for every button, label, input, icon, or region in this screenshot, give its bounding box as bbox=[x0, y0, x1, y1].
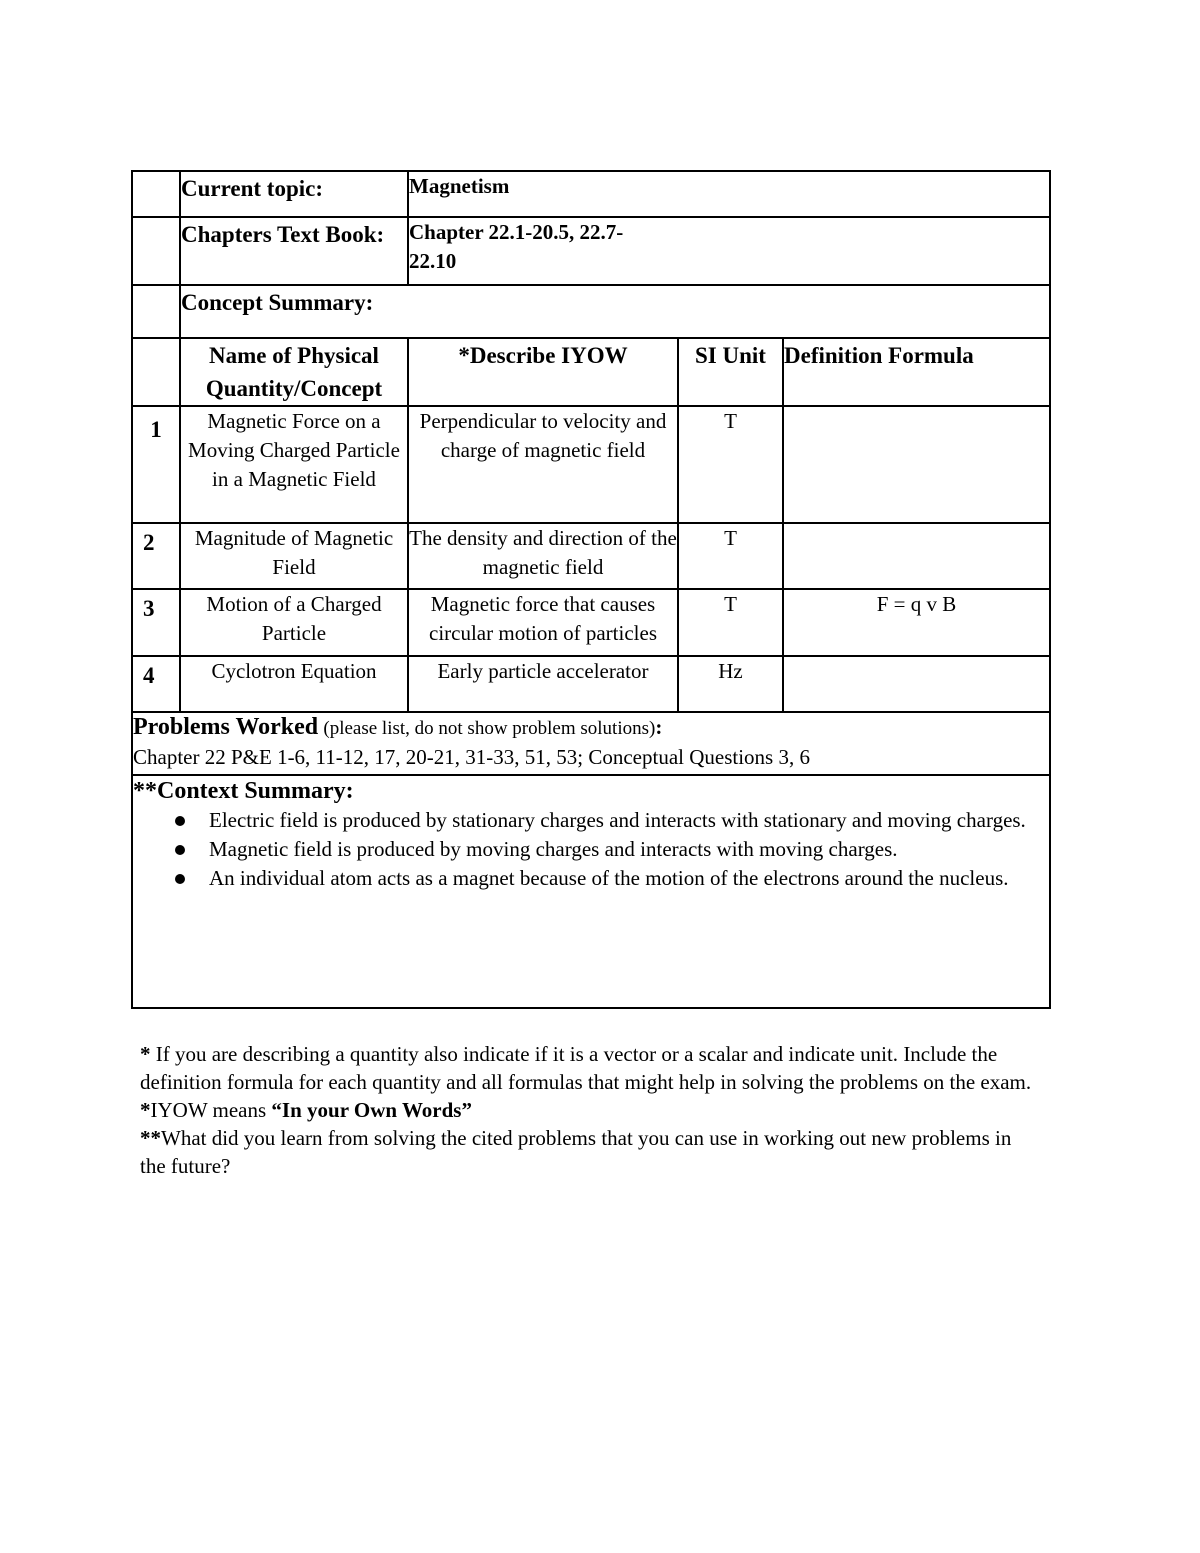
si-unit: T bbox=[678, 589, 783, 656]
concept-summary-row bbox=[132, 285, 1050, 338]
table-row bbox=[132, 656, 1050, 712]
context-summary-row bbox=[132, 775, 1050, 1008]
chapters-value: Chapter 22.1-20.5, 22.7-22.10 bbox=[409, 220, 624, 273]
quantity-name: Magnitude of Magnetic Field bbox=[180, 523, 408, 589]
quantity-name: Cyclotron Equation bbox=[180, 656, 408, 712]
quantity-description: Early particle accelerator bbox=[408, 656, 678, 712]
footnote-line-2: Include the definition formula for each quantity and all formulas that might help in solving the problems on the exam. bbox=[140, 1042, 1032, 1094]
column-header-row bbox=[132, 338, 1050, 406]
footnote-star: * bbox=[140, 1042, 151, 1066]
column-header-formula: Definition Formula bbox=[783, 338, 1050, 406]
list-item bbox=[209, 806, 1049, 835]
list-item-text: Magnetic field is produced by moving charges and interacts with moving charges. bbox=[209, 837, 898, 861]
quantity-description: Magnetic force that causes circular motion of particles bbox=[408, 589, 678, 656]
definition-formula: F = q v B bbox=[783, 589, 1050, 656]
definition-formula bbox=[783, 406, 1050, 523]
context-summary-list bbox=[133, 806, 1049, 893]
row-number: 3 bbox=[132, 589, 180, 656]
row-number: 2 bbox=[132, 523, 180, 589]
row-number: 4 bbox=[132, 656, 180, 712]
question-text: What did you learn from solving the cited problems that you can use in working out new problems in the future? bbox=[140, 1126, 1012, 1178]
current-topic-value: Magnetism bbox=[408, 171, 1050, 217]
current-topic-label: Current topic: bbox=[180, 171, 408, 217]
table-row bbox=[132, 406, 1050, 523]
column-header-si-unit: SI Unit bbox=[678, 338, 783, 406]
concept-worksheet-table bbox=[131, 170, 1051, 1009]
si-unit: T bbox=[678, 406, 783, 523]
iyow-quote: “In your Own Words” bbox=[271, 1098, 472, 1122]
bullet-icon bbox=[175, 874, 185, 884]
bullet-icon bbox=[175, 816, 185, 826]
blank-cell bbox=[132, 285, 180, 338]
chapters-label: Chapters Text Book: bbox=[180, 217, 408, 285]
row-number: 1 bbox=[132, 406, 180, 523]
problems-worked-colon: : bbox=[655, 715, 663, 739]
list-item bbox=[209, 864, 1049, 893]
list-item bbox=[209, 835, 1049, 864]
definition-formula bbox=[783, 523, 1050, 589]
footnote-question bbox=[140, 1124, 1040, 1180]
chapters-row bbox=[132, 217, 1050, 285]
bullet-icon bbox=[175, 845, 185, 855]
blank-cell bbox=[132, 171, 180, 217]
quantity-name: Motion of a Charged Particle bbox=[180, 589, 408, 656]
column-header-describe: *Describe IYOW bbox=[408, 338, 678, 406]
table-row bbox=[132, 589, 1050, 656]
blank-cell bbox=[132, 217, 180, 285]
chapters-value-cell bbox=[408, 217, 1050, 285]
quantity-description: Perpendicular to velocity and charge of magnetic field bbox=[408, 406, 678, 523]
iyow-text: IYOW means bbox=[150, 1098, 272, 1122]
column-header-name: Name of Physical Quantity/Concept bbox=[180, 338, 408, 406]
footnote-line-1: If you are describing a quantity also indicate if it is a vector or a scalar and indicate unit. bbox=[150, 1042, 899, 1066]
context-summary-cell bbox=[132, 775, 1050, 1008]
iyow-star: * bbox=[140, 1098, 151, 1122]
si-unit: Hz bbox=[678, 656, 783, 712]
quantity-name: Magnetic Force on a Moving Charged Particle in a Magnetic Field bbox=[180, 406, 408, 523]
footnote-describing bbox=[140, 1040, 1040, 1096]
problems-worked-cell bbox=[132, 712, 1050, 775]
problems-worked-row bbox=[132, 712, 1050, 775]
footnotes bbox=[140, 1040, 1040, 1180]
table-row bbox=[132, 523, 1050, 589]
problems-worked-list: Chapter 22 P&E 1-6, 11-12, 17, 20-21, 31-33, 51, 53; Conceptual Questions 3, 6 bbox=[133, 745, 810, 769]
concept-summary-label: Concept Summary: bbox=[180, 285, 1050, 338]
list-item-text: An individual atom acts as a magnet because of the motion of the electrons around the nucleus. bbox=[209, 866, 1009, 890]
footnote-iyow bbox=[140, 1096, 1040, 1124]
si-unit: T bbox=[678, 523, 783, 589]
problems-worked-note: (please list, do not show problem solutions) bbox=[323, 718, 656, 739]
current-topic-row bbox=[132, 171, 1050, 217]
quantity-description: The density and direction of the magnetic field bbox=[408, 523, 678, 589]
definition-formula bbox=[783, 656, 1050, 712]
problems-worked-heading: Problems Worked bbox=[133, 714, 319, 740]
blank-cell bbox=[132, 338, 180, 406]
context-summary-heading: **Context Summary: bbox=[133, 778, 354, 804]
list-item-text: Electric field is produced by stationary charges and interacts with stationary and moving charges. bbox=[209, 808, 1026, 832]
question-stars: ** bbox=[140, 1126, 161, 1150]
